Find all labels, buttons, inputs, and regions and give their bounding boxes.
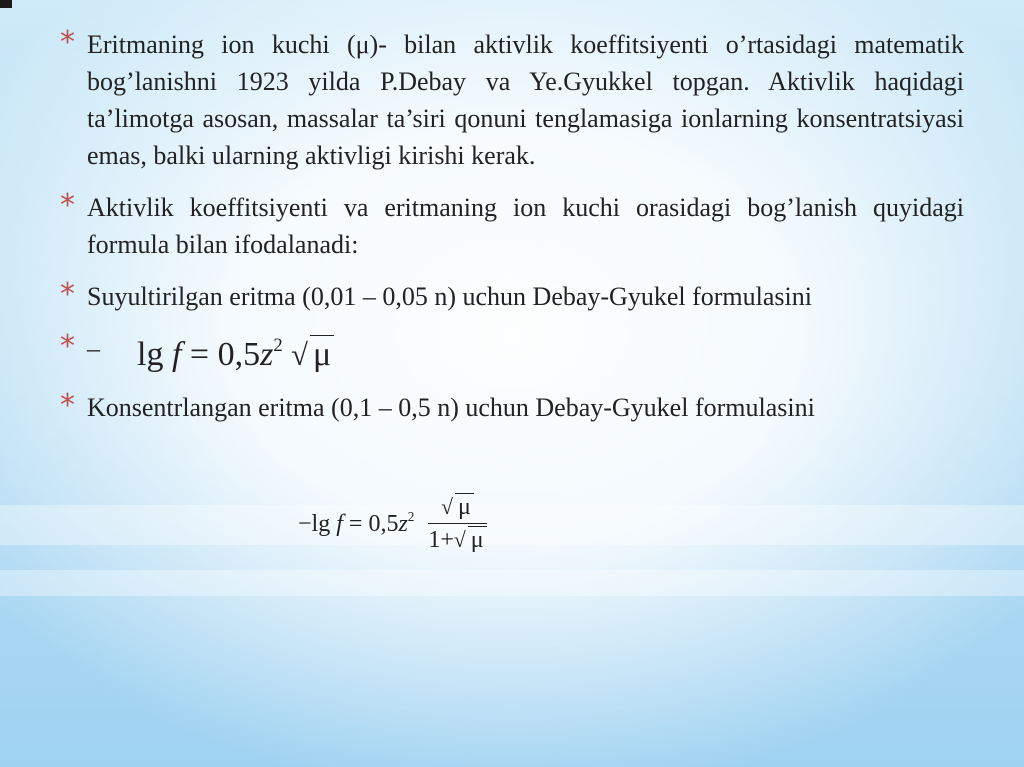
debye-huckel-formula: $\lg f = 0,5z^2$ √ μ (137, 324, 334, 377)
asterisk-bullet-icon: * (60, 388, 75, 423)
background-sheen (0, 570, 1024, 596)
bullet-item-formula (60, 330, 964, 374)
bullet-item (60, 389, 964, 426)
asterisk-bullet-icon: * (60, 188, 75, 223)
sqrt-icon: √ (291, 338, 308, 373)
corner-mark (0, 0, 12, 8)
bullet-item (60, 278, 964, 315)
asterisk-bullet-icon: * (60, 25, 75, 60)
bullet-item (60, 26, 964, 174)
sqrt-icon: √ (441, 495, 453, 519)
extended-debye-huckel-formula: −lg $f = 0,5z^2$ $\frac{√ \mu}{1+√ \mu}$ (298, 493, 487, 554)
bullet-text: Suyultirilgan eritma (0,01 – 0,05 n) uchun Debay-Gyukel formulasini (87, 282, 812, 311)
asterisk-bullet-icon: * (60, 329, 75, 364)
asterisk-bullet-icon: * (60, 277, 75, 312)
bullet-text: Eritmaning ion kuchi (μ)- bilan aktivlik koeffitsiyenti o’rtasidagi matematik bog’lanishni 1923 yilda P.Debay va Ye.Gyukkel topgan. Aktivlik haqidagi ta’limotga asosan, massalar ta’siri qonuni tenglamasiga ionlarning konsentratsiyasi emas, balki ularning aktivligi kirishi kerak. (87, 30, 964, 170)
fraction (428, 493, 486, 554)
fraction-denominator: 1+√ μ (428, 524, 486, 554)
slide-content (60, 26, 964, 441)
radicand: μ (310, 335, 334, 373)
bullet-text: Konsentrlangan eritma (0,1 – 0,5 n) uchun Debay-Gyukel formulasini (87, 393, 815, 422)
bullet-item (60, 189, 964, 263)
bullet-text: – (87, 334, 100, 363)
fraction-numerator: √ μ (428, 493, 486, 524)
bullet-text: Aktivlik koeffitsiyenti va eritmaning ion kuchi orasidagi bog’lanish quyidagi formula bilan ifodalanadi: (87, 193, 964, 259)
background-sheen (0, 505, 1024, 545)
sqrt-icon: √ (453, 528, 466, 552)
